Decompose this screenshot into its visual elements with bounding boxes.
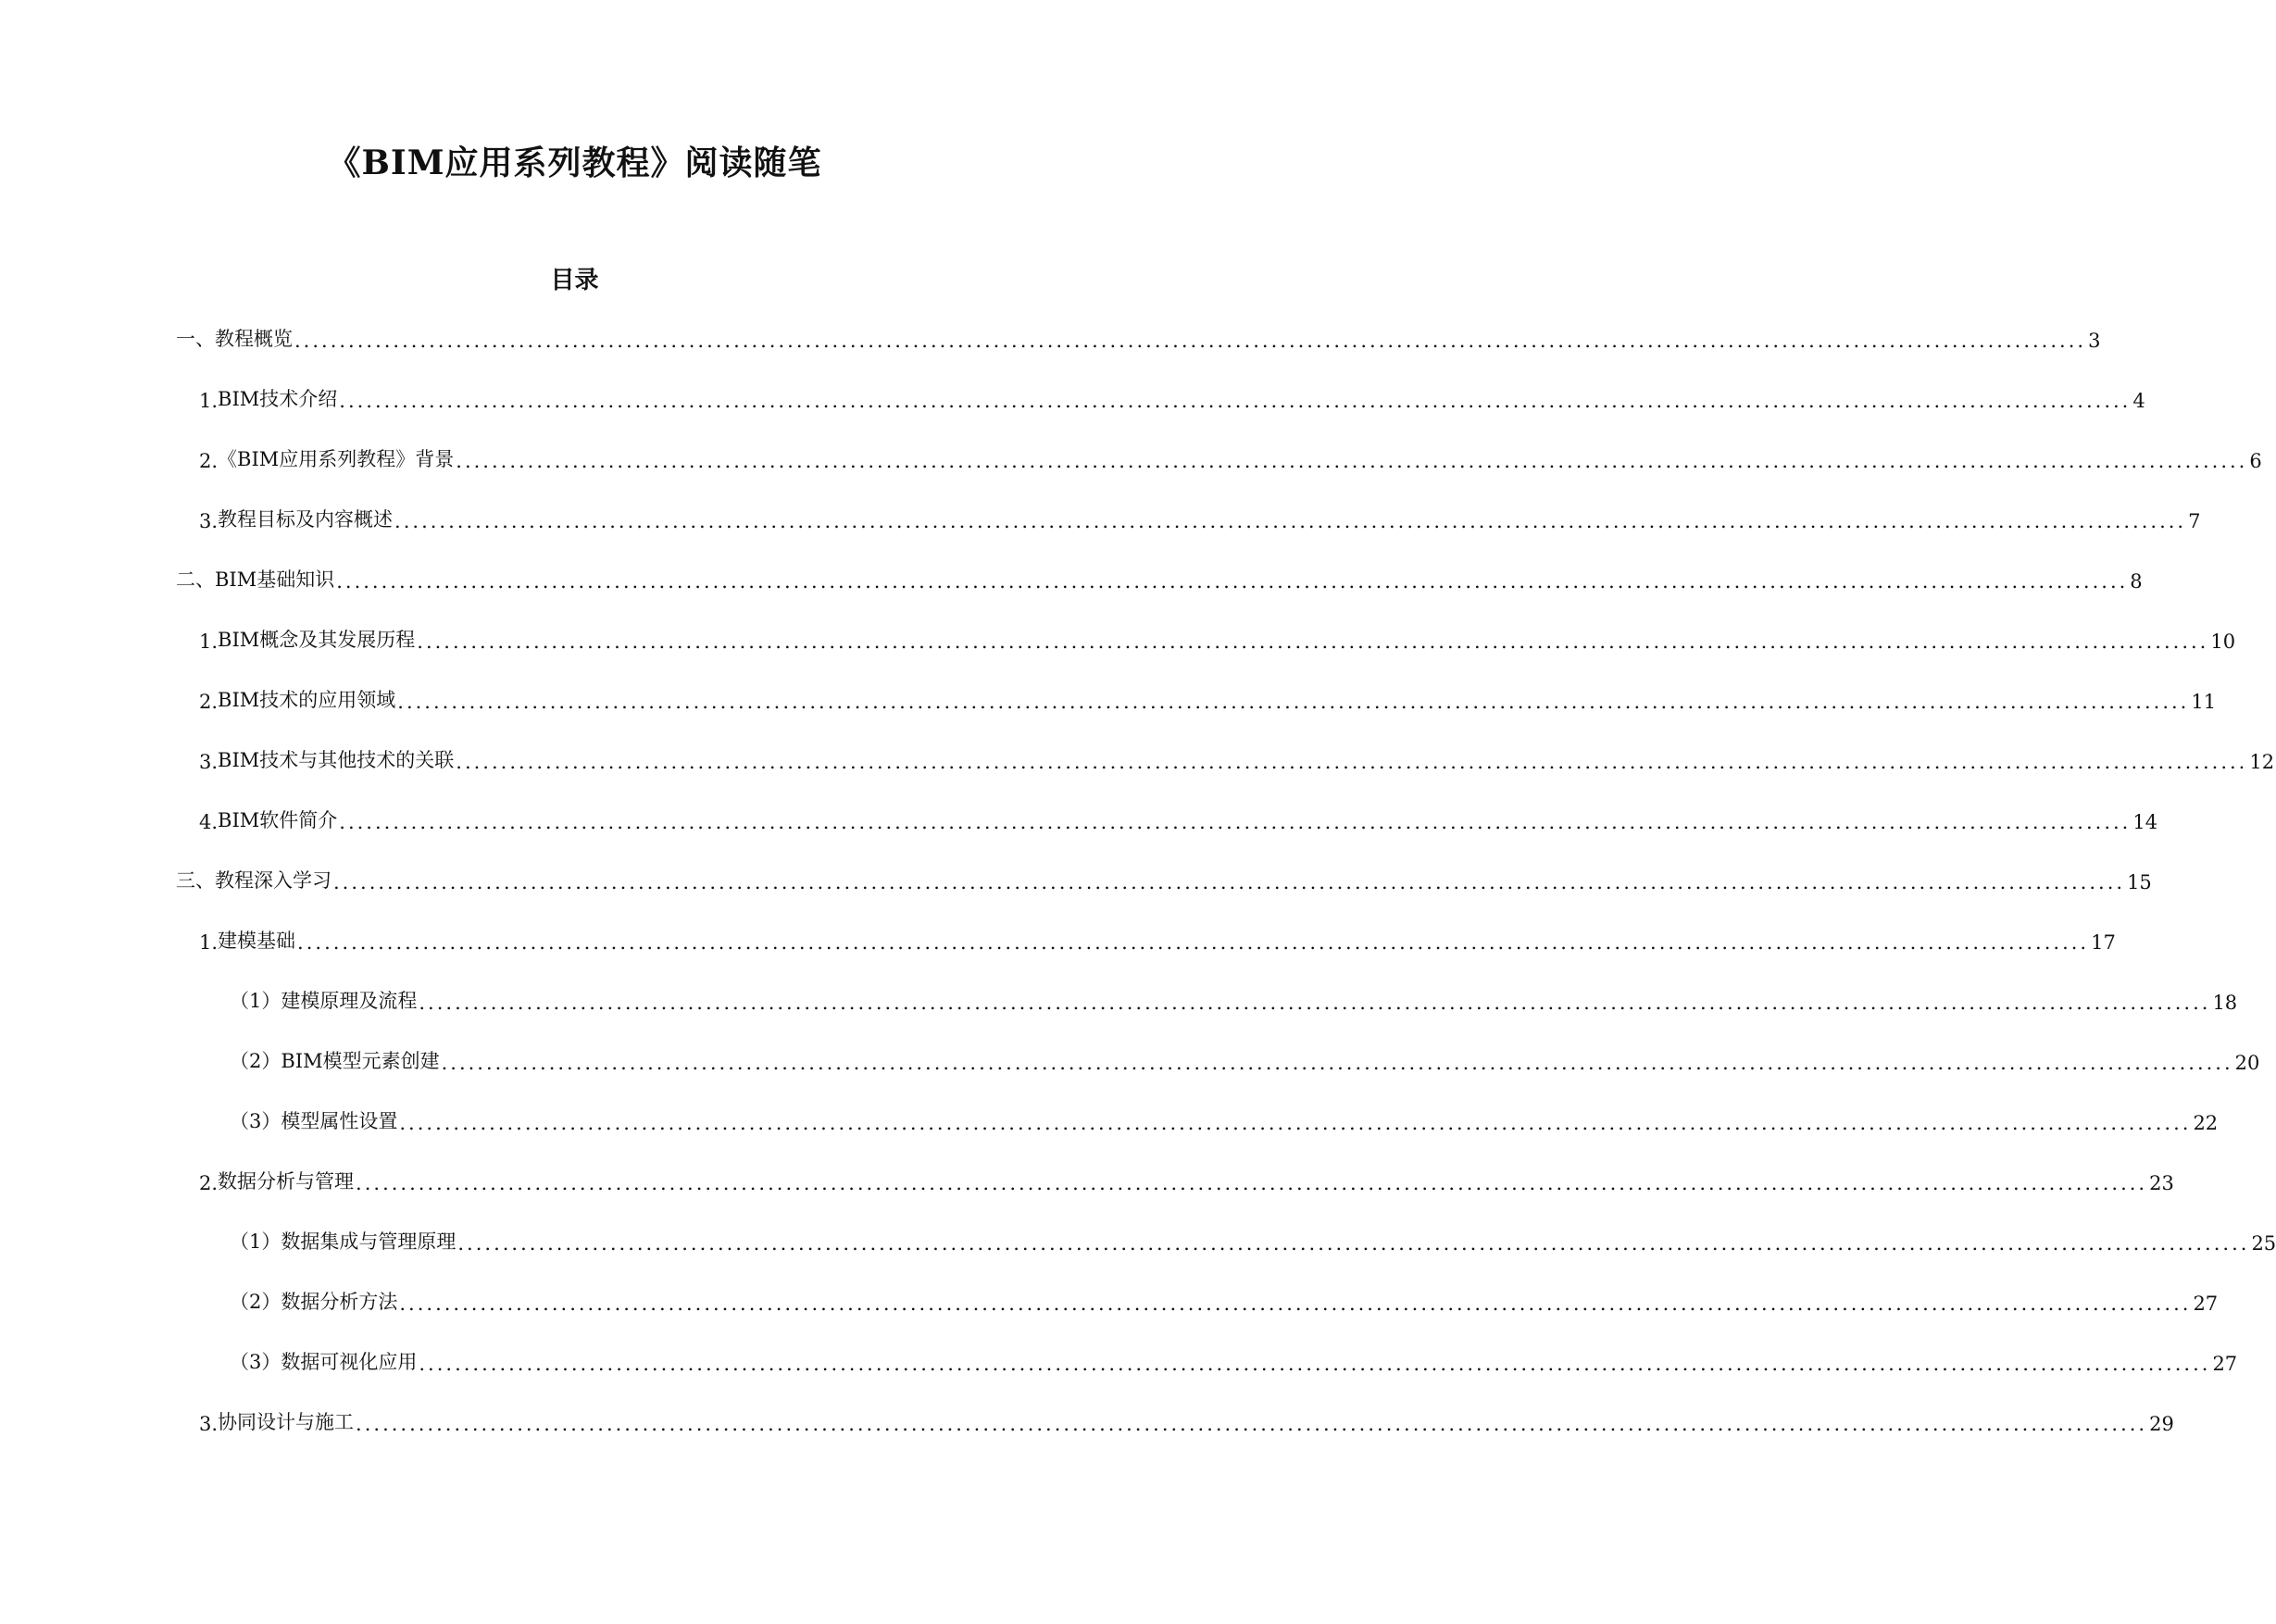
toc-entry[interactable]: [199, 922, 2116, 954]
toc-entry[interactable]: [199, 802, 2158, 833]
toc-entry[interactable]: [230, 1343, 2238, 1375]
toc-entry-number: 1.: [199, 631, 219, 653]
toc-entry-number: 1.: [199, 931, 219, 954]
toc-entry-page: 27: [2212, 1353, 2238, 1375]
toc-entry-title: BIM软件简介: [218, 809, 338, 831]
toc-entry-number: 3.: [199, 751, 219, 773]
toc-leader-dots: ........................................................................................................................................................................................................: [339, 811, 2132, 833]
toc-entry[interactable]: [230, 1223, 2276, 1255]
toc-entry[interactable]: [176, 561, 2143, 593]
toc-entry-title: BIM技术的应用领域: [218, 689, 396, 711]
toc-heading: 目录: [550, 267, 599, 294]
toc-entry-title: 数据分析与管理: [218, 1170, 355, 1193]
toc-entry-number: 2.: [199, 450, 219, 472]
toc-entry-page: 29: [2149, 1413, 2174, 1435]
toc-entry-page: 12: [2249, 751, 2275, 773]
toc-entry-page: 23: [2149, 1172, 2174, 1194]
toc-entry[interactable]: [176, 320, 2101, 352]
toc-entry-page: 3: [2088, 330, 2101, 352]
document-title: 《BIM应用系列教程》阅读随笔: [327, 144, 822, 182]
toc-entry-page: 4: [2132, 390, 2145, 412]
toc-entry-page: 11: [2191, 691, 2217, 713]
toc-leader-dots: ........................................................................................................................................................................................................: [399, 1112, 2192, 1134]
toc-entry[interactable]: [199, 501, 2201, 532]
toc-entry-title: （1）建模原理及流程: [230, 990, 418, 1012]
toc-leader-dots: ........................................................................................................................................................................................................: [356, 1413, 2148, 1435]
toc-entry-number: 3.: [199, 1413, 219, 1435]
toc-entry-page: 17: [2091, 931, 2116, 954]
toc-entry-page: 7: [2188, 510, 2201, 532]
toc-entry[interactable]: [199, 1404, 2174, 1435]
toc-entry-title: BIM技术与其他技术的关联: [218, 749, 455, 771]
toc-entry-number: 1.: [199, 390, 219, 412]
toc-leader-dots: ........................................................................................................................................................................................................: [336, 570, 2129, 593]
toc-entry-title: BIM概念及其发展历程: [218, 629, 416, 651]
toc-leader-dots: ........................................................................................................................................................................................................: [397, 691, 2190, 713]
toc-entry[interactable]: [230, 1043, 2260, 1074]
toc-entry-number: 2.: [199, 691, 219, 713]
toc-entry-page: 14: [2132, 811, 2158, 833]
toc-leader-dots: ........................................................................................................................................................................................................: [394, 510, 2187, 532]
toc-entry[interactable]: [230, 1283, 2219, 1315]
toc-leader-dots: ........................................................................................................................................................................................................: [339, 390, 2132, 412]
toc-leader-dots: ........................................................................................................................................................................................................: [419, 1353, 2211, 1375]
toc-entry-page: 20: [2234, 1052, 2260, 1074]
toc-entry-number: 3.: [199, 510, 219, 532]
toc-entry[interactable]: [199, 381, 2145, 412]
toc-entry-title: （2）BIM模型元素创建: [230, 1050, 440, 1072]
toc-leader-dots: ........................................................................................................................................................................................................: [297, 931, 2090, 954]
toc-entry-title: 二、BIM基础知识: [176, 568, 335, 591]
toc-entry-title: （3）数据可视化应用: [230, 1351, 418, 1373]
toc-leader-dots: ........................................................................................................................................................................................................: [457, 1232, 2250, 1255]
toc-entry-title: （2）数据分析方法: [230, 1291, 398, 1313]
toc-entry-page: 18: [2212, 992, 2238, 1014]
toc-leader-dots: ........................................................................................................................................................................................................: [456, 751, 2248, 773]
toc-entry-title: 一、教程概览: [176, 328, 293, 350]
toc-entry[interactable]: [230, 1103, 2219, 1134]
toc-leader-dots: ........................................................................................................................................................................................................: [456, 450, 2248, 472]
toc-entry[interactable]: [199, 621, 2236, 653]
toc-leader-dots: ........................................................................................................................................................................................................: [294, 330, 2087, 352]
toc-entry-page: 25: [2251, 1232, 2276, 1255]
toc-leader-dots: ........................................................................................................................................................................................................: [417, 631, 2209, 653]
toc-entry-page: 27: [2193, 1293, 2219, 1315]
toc-entry-number: 2.: [199, 1172, 219, 1194]
toc-entry-title: 《BIM应用系列教程》背景: [218, 448, 455, 470]
toc-leader-dots: ........................................................................................................................................................................................................: [441, 1052, 2233, 1074]
toc-entry[interactable]: [199, 681, 2217, 713]
toc-entry-title: 协同设计与施工: [218, 1411, 355, 1433]
toc-entry-title: （3）模型属性设置: [230, 1110, 398, 1132]
toc-entry-title: BIM技术介绍: [218, 388, 338, 410]
toc-entry-title: （1）数据集成与管理原理: [230, 1230, 456, 1253]
toc-entry[interactable]: [199, 1163, 2174, 1194]
toc-entry-title: 教程目标及内容概述: [218, 508, 394, 531]
toc-leader-dots: ........................................................................................................................................................................................................: [399, 1293, 2192, 1315]
toc-entry[interactable]: [199, 742, 2275, 773]
toc-entry-page: 22: [2193, 1112, 2219, 1134]
toc-entry[interactable]: [199, 441, 2262, 472]
toc-leader-dots: ........................................................................................................................................................................................................: [333, 871, 2126, 893]
toc-entry[interactable]: [176, 862, 2152, 893]
toc-entry-page: 8: [2130, 570, 2143, 593]
toc-leader-dots: ........................................................................................................................................................................................................: [356, 1172, 2148, 1194]
toc-entry-page: 6: [2249, 450, 2262, 472]
toc-entry-number: 4.: [199, 811, 219, 833]
toc-entry-title: 三、教程深入学习: [176, 869, 331, 892]
toc-entry-page: 10: [2210, 631, 2236, 653]
toc-entry-page: 15: [2127, 871, 2152, 893]
toc-entry-title: 建模基础: [218, 930, 296, 952]
toc-leader-dots: ........................................................................................................................................................................................................: [419, 992, 2211, 1014]
toc-entry[interactable]: [230, 982, 2238, 1014]
